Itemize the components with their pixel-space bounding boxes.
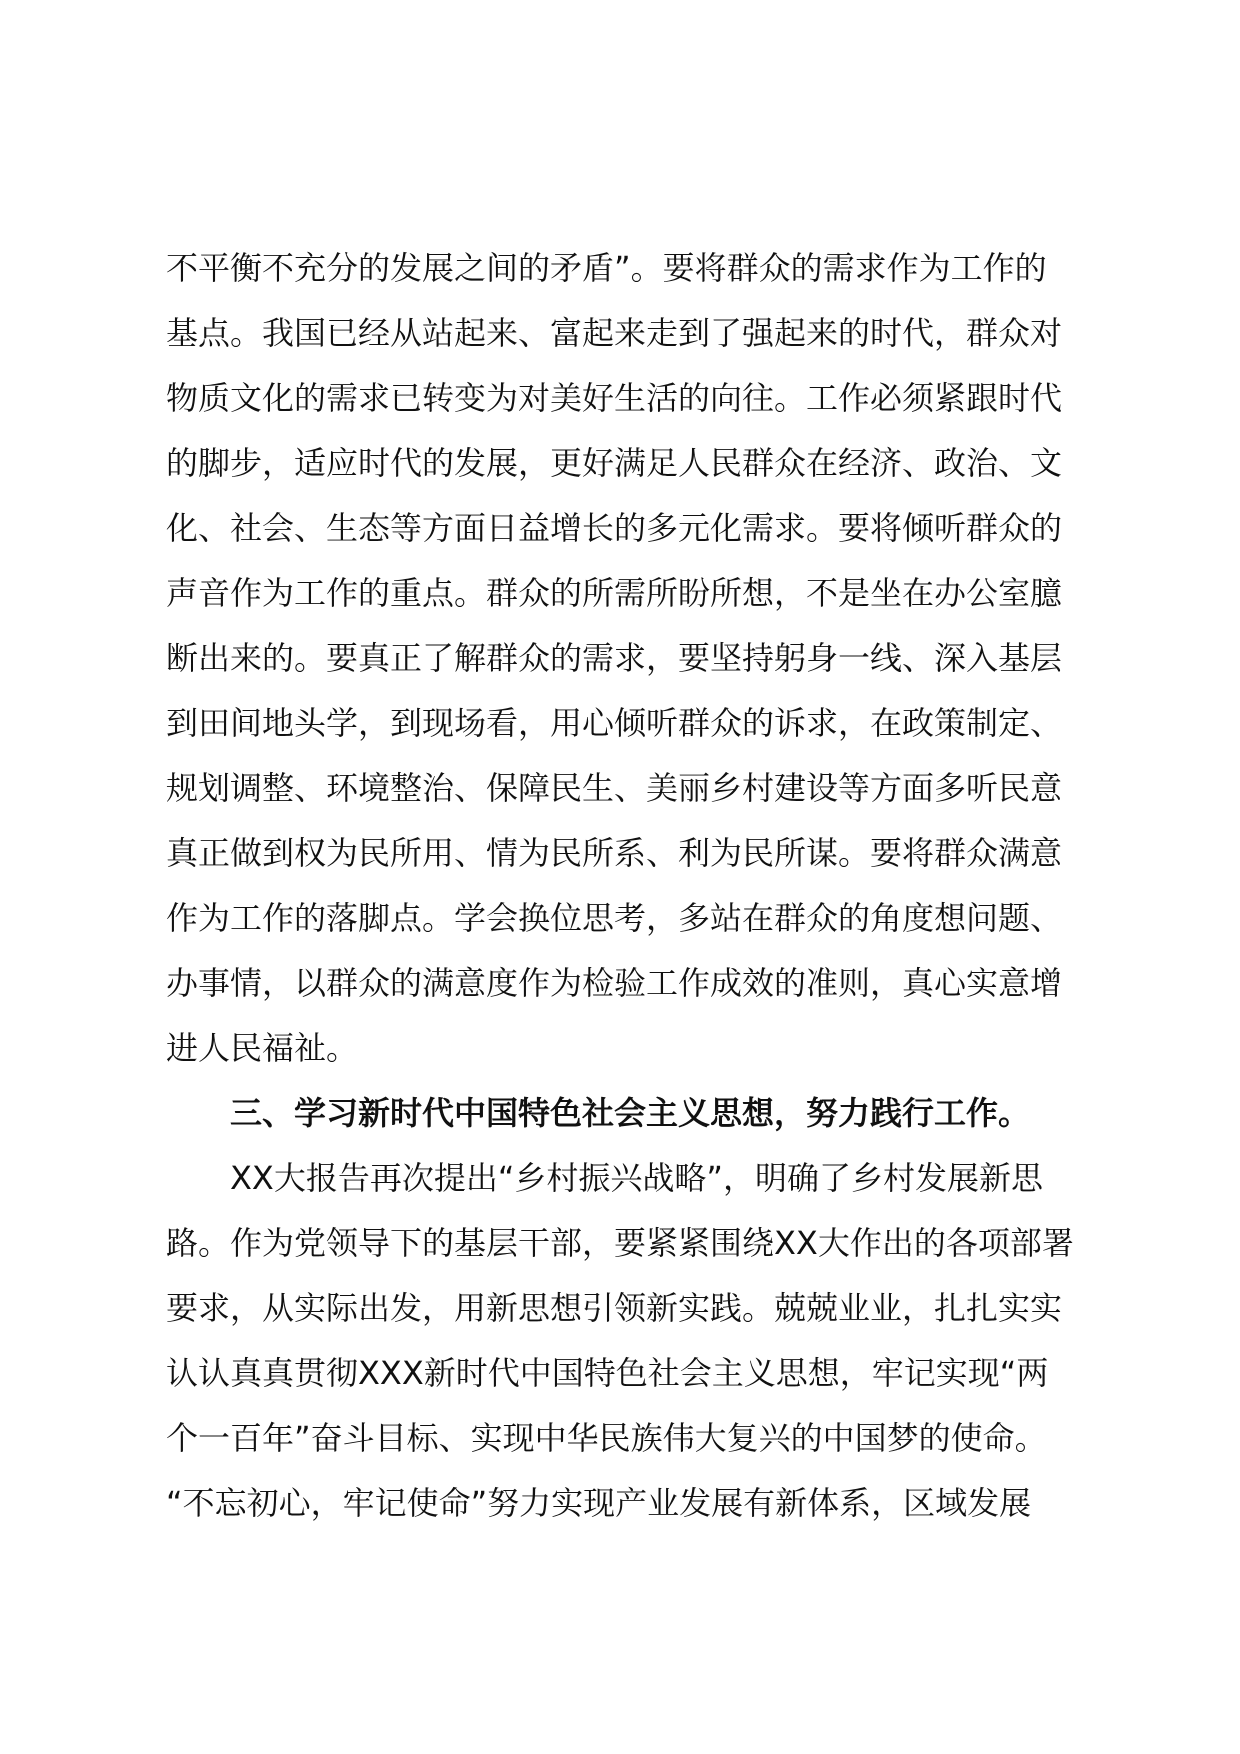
paragraph-line: XX大报告再次提出“乡村振兴战略”，明确了乡村发展新思 [230,1159,1044,1197]
section-heading: 三、学习新时代中国特色社会主义思想，努力践行工作。 [230,1094,1031,1132]
paragraph-line: 路。作为党领导下的基层干部，要紧紧围绕XX大作出的各项部署 [166,1224,1074,1262]
paragraph-line: “不忘初心，牢记使命”努力实现产业发展有新体系，区域发展 [166,1484,1032,1522]
paragraph-line: 真正做到权为民所用、情为民所系、利为民所谋。要将群众满意 [166,834,1063,872]
paragraph-line: 作为工作的落脚点。学会换位思考，多站在群众的角度想问题、 [166,899,1063,937]
paragraph-line: 规划调整、环境整治、保障民生、美丽乡村建设等方面多听民意 [166,769,1063,807]
paragraph-line: 化、社会、生态等方面日益增长的多元化需求。要将倾听群众的 [166,509,1063,547]
paragraph-line: 断出来的。要真正了解群众的需求，要坚持躬身一线、深入基层 [166,639,1063,677]
paragraph-line: 个一百年”奋斗目标、实现中华民族伟大复兴的中国梦的使命。 [166,1419,1047,1457]
paragraph-line: 基点。我国已经从站起来、富起来走到了强起来的时代，群众对 [166,314,1063,352]
paragraph-line: 到田间地头学，到现场看，用心倾听群众的诉求，在政策制定、 [166,704,1063,742]
paragraph-line: 的脚步，适应时代的发展，更好满足人民群众在经济、政治、文 [166,444,1063,482]
paragraph-line: 物质文化的需求已转变为对美好生活的向往。工作必须紧跟时代 [166,379,1063,417]
paragraph-line: 进人民福祉。 [166,1029,359,1067]
body-text [166,236,1116,1536]
paragraph-line: 声音作为工作的重点。群众的所需所盼所想，不是坐在办公室臆 [166,574,1063,612]
paragraph-line: 不平衡不充分的发展之间的矛盾”。要将群众的需求作为工作的 [166,249,1047,287]
paragraph-line: 认认真真贯彻XXX新时代中国特色社会主义思想，牢记实现“两 [166,1354,1049,1392]
paragraph-line: 要求，从实际出发，用新思想引领新实践。兢兢业业，扎扎实实 [166,1289,1063,1327]
paragraph-line: 办事情，以群众的满意度作为检验工作成效的准则，真心实意增 [166,964,1063,1002]
